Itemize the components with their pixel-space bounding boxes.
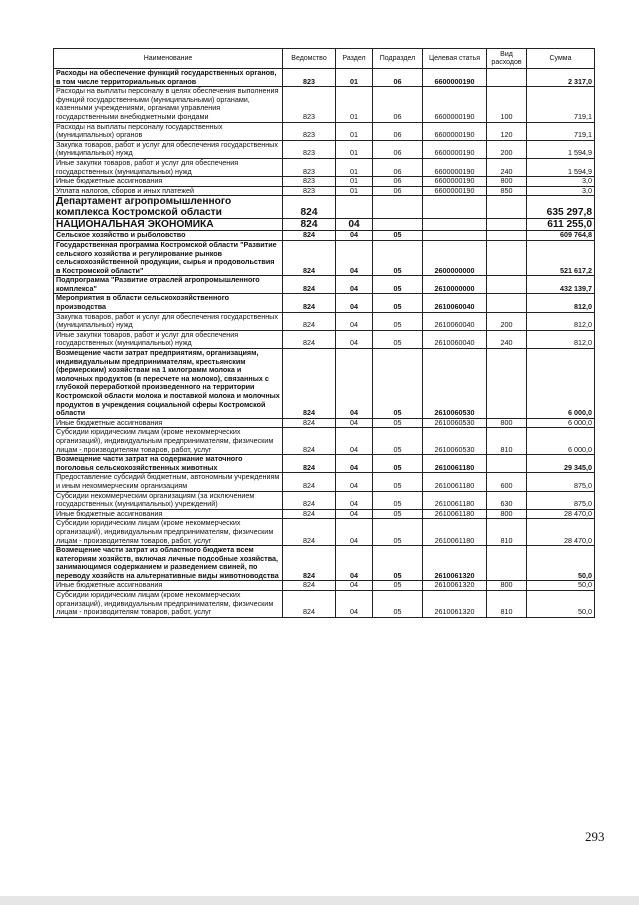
cell-name: Закупка товаров, работ и услуг для обеспечения государственных (муниципальных) нужд: [54, 140, 283, 158]
table-row: [54, 69, 595, 87]
cell-ved: 824: [283, 240, 336, 275]
cell-name: Расходы на обеспечение функций государственных органов, в том числе территориальных органов: [54, 69, 283, 87]
cell-razdel: 04: [336, 219, 373, 231]
cell-razdel: 04: [336, 546, 373, 581]
cell-razdel: 04: [336, 519, 373, 546]
cell-vid: 800: [487, 581, 527, 591]
cell-podrazdel: [373, 219, 423, 231]
cell-razdel: 04: [336, 591, 373, 618]
cell-podrazdel: 05: [373, 509, 423, 519]
cell-celevaya: 6600000190: [423, 186, 487, 196]
table-row: [54, 591, 595, 618]
header-podrazdel: Подраздел: [373, 49, 423, 69]
cell-razdel: 04: [336, 428, 373, 455]
cell-name: Субсидии некоммерческим организациям (за исключением государственных (муниципальных) учреждений): [54, 491, 283, 509]
cell-razdel: 04: [336, 349, 373, 419]
table-row: [54, 158, 595, 176]
cell-razdel: 04: [336, 231, 373, 241]
cell-podrazdel: 05: [373, 330, 423, 348]
table-row: [54, 276, 595, 294]
cell-summa: 812,0: [527, 312, 595, 330]
table-row: [54, 519, 595, 546]
cell-podrazdel: 05: [373, 581, 423, 591]
cell-ved: 824: [283, 519, 336, 546]
cell-celevaya: 6600000190: [423, 158, 487, 176]
cell-celevaya: 2610061180: [423, 491, 487, 509]
cell-vid: [487, 455, 527, 473]
table-row: [54, 491, 595, 509]
cell-ved: 823: [283, 69, 336, 87]
cell-podrazdel: 06: [373, 140, 423, 158]
cell-ved: 824: [283, 581, 336, 591]
table-row: [54, 312, 595, 330]
cell-ved: 824: [283, 349, 336, 419]
cell-razdel: 01: [336, 140, 373, 158]
table-row: [54, 186, 595, 196]
cell-summa: 719,1: [527, 122, 595, 140]
cell-ved: 823: [283, 140, 336, 158]
cell-razdel: 04: [336, 455, 373, 473]
table-row: [54, 122, 595, 140]
table-body: [54, 69, 595, 618]
cell-ved: 824: [283, 455, 336, 473]
cell-summa: 50,0: [527, 581, 595, 591]
cell-celevaya: 2600000000: [423, 240, 487, 275]
table-row: [54, 455, 595, 473]
table-row: [54, 546, 595, 581]
cell-name: НАЦИОНАЛЬНАЯ ЭКОНОМИКА: [54, 219, 283, 231]
cell-vid: 240: [487, 330, 527, 348]
cell-razdel: 04: [336, 294, 373, 312]
cell-name: Сельское хозяйство и рыболовство: [54, 231, 283, 241]
cell-vid: 200: [487, 140, 527, 158]
cell-celevaya: 2610061320: [423, 581, 487, 591]
cell-razdel: 04: [336, 581, 373, 591]
cell-celevaya: 2610060040: [423, 294, 487, 312]
cell-summa: 28 470,0: [527, 509, 595, 519]
cell-celevaya: 6600000190: [423, 140, 487, 158]
cell-podrazdel: 05: [373, 428, 423, 455]
cell-razdel: 04: [336, 330, 373, 348]
table-row: [54, 349, 595, 419]
cell-celevaya: [423, 196, 487, 219]
cell-celevaya: 2610060530: [423, 349, 487, 419]
cell-celevaya: 2610060040: [423, 330, 487, 348]
cell-vid: [487, 69, 527, 87]
cell-vid: 630: [487, 491, 527, 509]
cell-summa: 609 764,8: [527, 231, 595, 241]
cell-summa: 432 139,7: [527, 276, 595, 294]
cell-name: Возмещение части затрат из областного бюджета всем категориям хозяйств, включая личные подсобные хозяйства, занимающимся содержанием и разведением свиней, по переводу хозяйств на альтернативные виды животноводства: [54, 546, 283, 581]
table-row: [54, 428, 595, 455]
cell-podrazdel: 05: [373, 312, 423, 330]
table-header: [54, 49, 595, 69]
cell-name: Иные бюджетные ассигнования: [54, 509, 283, 519]
header-vid: Вид расходов: [487, 49, 527, 69]
cell-ved: 823: [283, 186, 336, 196]
cell-vid: 600: [487, 473, 527, 491]
cell-razdel: 04: [336, 276, 373, 294]
cell-ved: 823: [283, 87, 336, 122]
cell-summa: 635 297,8: [527, 196, 595, 219]
table-row: [54, 140, 595, 158]
table-row: [54, 219, 595, 231]
cell-podrazdel: 06: [373, 186, 423, 196]
cell-summa: 521 617,2: [527, 240, 595, 275]
cell-razdel: 04: [336, 418, 373, 428]
cell-ved: 824: [283, 509, 336, 519]
cell-celevaya: 2610060040: [423, 312, 487, 330]
cell-celevaya: 6600000190: [423, 87, 487, 122]
cell-podrazdel: 05: [373, 231, 423, 241]
cell-summa: 2 317,0: [527, 69, 595, 87]
cell-razdel: 04: [336, 491, 373, 509]
cell-razdel: 01: [336, 122, 373, 140]
cell-podrazdel: 05: [373, 546, 423, 581]
cell-razdel: 04: [336, 240, 373, 275]
cell-celevaya: 2610061180: [423, 509, 487, 519]
cell-celevaya: [423, 231, 487, 241]
cell-name: Предоставление субсидий бюджетным, автономным учреждениям и иным некоммерческим организациям: [54, 473, 283, 491]
cell-podrazdel: 05: [373, 455, 423, 473]
cell-razdel: 01: [336, 177, 373, 187]
cell-name: Подпрограмма "Развитие отраслей агропромышленного комплекса": [54, 276, 283, 294]
cell-name: Возмещение части затрат на содержание маточного поголовья сельскохозяйственных животных: [54, 455, 283, 473]
cell-ved: 824: [283, 428, 336, 455]
cell-name: Иные бюджетные ассигнования: [54, 177, 283, 187]
cell-name: Субсидии юридическим лицам (кроме некоммерческих организаций), индивидуальным предпринимателям, физическим лицам - производителям товаров, работ, услуг: [54, 519, 283, 546]
table-row: [54, 294, 595, 312]
header-summa: Сумма: [527, 49, 595, 69]
cell-celevaya: 2610061180: [423, 455, 487, 473]
cell-ved: 824: [283, 473, 336, 491]
cell-ved: 824: [283, 591, 336, 618]
cell-name: Расходы на выплаты персоналу государственных (муниципальных) органов: [54, 122, 283, 140]
cell-podrazdel: 05: [373, 519, 423, 546]
table-row: [54, 330, 595, 348]
cell-podrazdel: 06: [373, 177, 423, 187]
cell-summa: 6 000,0: [527, 349, 595, 419]
cell-name: Субсидии юридическим лицам (кроме некоммерческих организаций), индивидуальным предпринимателям, физическим лицам - производителям товаров, работ, услуг: [54, 428, 283, 455]
cell-podrazdel: 05: [373, 240, 423, 275]
cell-name: Мероприятия в области сельскохозяйственного производства: [54, 294, 283, 312]
cell-podrazdel: 06: [373, 87, 423, 122]
cell-ved: 824: [283, 196, 336, 219]
table-row: [54, 87, 595, 122]
cell-name: Иные закупки товаров, работ и услуг для обеспечения государственных (муниципальных) нужд: [54, 158, 283, 176]
header-razdel: Раздел: [336, 49, 373, 69]
cell-summa: 50,0: [527, 591, 595, 618]
cell-vid: 800: [487, 509, 527, 519]
cell-podrazdel: 06: [373, 69, 423, 87]
cell-ved: 824: [283, 294, 336, 312]
cell-summa: 29 345,0: [527, 455, 595, 473]
cell-summa: 3,0: [527, 186, 595, 196]
cell-ved: 824: [283, 491, 336, 509]
scan-edge: [0, 896, 639, 905]
cell-name: Возмещение части затрат предприятиям, организациям, индивидуальным предпринимателям, крестьянским (фермерским) хозяйствам на 1 килограмм молока и молочных продуктов (в пересчете на молоко), связанных с глубокой переработкой произведенного на территории Костромской области молока и поставкой молока и молочных продуктов в учреждения социальной сферы Костромской области: [54, 349, 283, 419]
cell-celevaya: [423, 219, 487, 231]
cell-celevaya: 6600000190: [423, 177, 487, 187]
cell-razdel: 04: [336, 473, 373, 491]
cell-summa: 6 000,0: [527, 418, 595, 428]
header-name: Наименование: [54, 49, 283, 69]
cell-summa: 719,1: [527, 87, 595, 122]
cell-celevaya: 2610061320: [423, 591, 487, 618]
budget-table: [53, 48, 595, 618]
cell-podrazdel: 06: [373, 122, 423, 140]
table-row: [54, 240, 595, 275]
cell-podrazdel: 05: [373, 591, 423, 618]
cell-vid: 850: [487, 186, 527, 196]
cell-razdel: 01: [336, 69, 373, 87]
table-row: [54, 196, 595, 219]
cell-ved: 823: [283, 177, 336, 187]
cell-podrazdel: 05: [373, 491, 423, 509]
cell-vid: 800: [487, 177, 527, 187]
cell-vid: 120: [487, 122, 527, 140]
cell-vid: 800: [487, 418, 527, 428]
cell-vid: [487, 294, 527, 312]
cell-summa: 6 000,0: [527, 428, 595, 455]
cell-celevaya: 2610061180: [423, 519, 487, 546]
cell-podrazdel: 05: [373, 294, 423, 312]
cell-celevaya: 2610060530: [423, 418, 487, 428]
cell-razdel: 04: [336, 509, 373, 519]
cell-celevaya: 2610060530: [423, 428, 487, 455]
cell-vid: 810: [487, 519, 527, 546]
cell-name: Иные закупки товаров, работ и услуг для обеспечения государственных (муниципальных) нужд: [54, 330, 283, 348]
cell-vid: [487, 219, 527, 231]
cell-vid: 810: [487, 428, 527, 455]
table-row: [54, 177, 595, 187]
cell-celevaya: 6600000190: [423, 122, 487, 140]
cell-razdel: 01: [336, 186, 373, 196]
header-row: [54, 49, 595, 69]
table-row: [54, 473, 595, 491]
cell-podrazdel: 06: [373, 158, 423, 176]
cell-vid: [487, 240, 527, 275]
cell-celevaya: 2610061320: [423, 546, 487, 581]
cell-ved: 824: [283, 418, 336, 428]
document-page: [53, 48, 594, 618]
table-row: [54, 581, 595, 591]
cell-summa: 1 594,9: [527, 140, 595, 158]
cell-ved: 824: [283, 330, 336, 348]
cell-ved: 823: [283, 158, 336, 176]
cell-podrazdel: 05: [373, 473, 423, 491]
cell-podrazdel: 05: [373, 418, 423, 428]
cell-razdel: 01: [336, 158, 373, 176]
cell-vid: [487, 196, 527, 219]
cell-name: Иные бюджетные ассигнования: [54, 581, 283, 591]
cell-vid: 100: [487, 87, 527, 122]
cell-summa: 875,0: [527, 473, 595, 491]
cell-ved: 824: [283, 546, 336, 581]
cell-name: Субсидии юридическим лицам (кроме некоммерческих организаций), индивидуальным предпринимателям, физическим лицам - производителям товаров, работ, услуг: [54, 591, 283, 618]
cell-summa: 50,0: [527, 546, 595, 581]
cell-podrazdel: 05: [373, 276, 423, 294]
cell-celevaya: 2610000000: [423, 276, 487, 294]
cell-summa: 611 255,0: [527, 219, 595, 231]
cell-name: Государственная программа Костромской области "Развитие сельского хозяйства и регулирование рынков сельскохозяйственной продукции, сырья и продовольствия в Костромской области": [54, 240, 283, 275]
header-celevaya: Целевая статья: [423, 49, 487, 69]
cell-vid: [487, 276, 527, 294]
cell-podrazdel: [373, 196, 423, 219]
cell-ved: 824: [283, 276, 336, 294]
cell-ved: 824: [283, 231, 336, 241]
cell-vid: [487, 231, 527, 241]
page-number: 293: [585, 829, 605, 844]
cell-razdel: [336, 196, 373, 219]
table-row: [54, 231, 595, 241]
cell-celevaya: 6600000190: [423, 69, 487, 87]
cell-summa: 875,0: [527, 491, 595, 509]
cell-name: Уплата налогов, сборов и иных платежей: [54, 186, 283, 196]
table-row: [54, 418, 595, 428]
cell-summa: 3,0: [527, 177, 595, 187]
cell-name: Иные бюджетные ассигнования: [54, 418, 283, 428]
cell-name: Расходы на выплаты персоналу в целях обеспечения выполнения функций государственными (муниципальными) органами, казенными учреждениями, органами управления государственными внебюджетными фондами: [54, 87, 283, 122]
cell-vid: [487, 546, 527, 581]
cell-vid: [487, 349, 527, 419]
table-row: [54, 509, 595, 519]
cell-ved: 824: [283, 219, 336, 231]
cell-name: Департамент агропромышленного комплекса Костромской области: [54, 196, 283, 219]
cell-podrazdel: 05: [373, 349, 423, 419]
cell-razdel: 04: [336, 312, 373, 330]
header-ved: Ведомство: [283, 49, 336, 69]
cell-summa: 1 594,9: [527, 158, 595, 176]
cell-ved: 823: [283, 122, 336, 140]
cell-vid: 200: [487, 312, 527, 330]
cell-razdel: 01: [336, 87, 373, 122]
cell-vid: 810: [487, 591, 527, 618]
cell-summa: 812,0: [527, 294, 595, 312]
cell-celevaya: 2610061180: [423, 473, 487, 491]
cell-vid: 240: [487, 158, 527, 176]
cell-summa: 812,0: [527, 330, 595, 348]
cell-name: Закупка товаров, работ и услуг для обеспечения государственных (муниципальных) нужд: [54, 312, 283, 330]
cell-ved: 824: [283, 312, 336, 330]
cell-summa: 28 470,0: [527, 519, 595, 546]
